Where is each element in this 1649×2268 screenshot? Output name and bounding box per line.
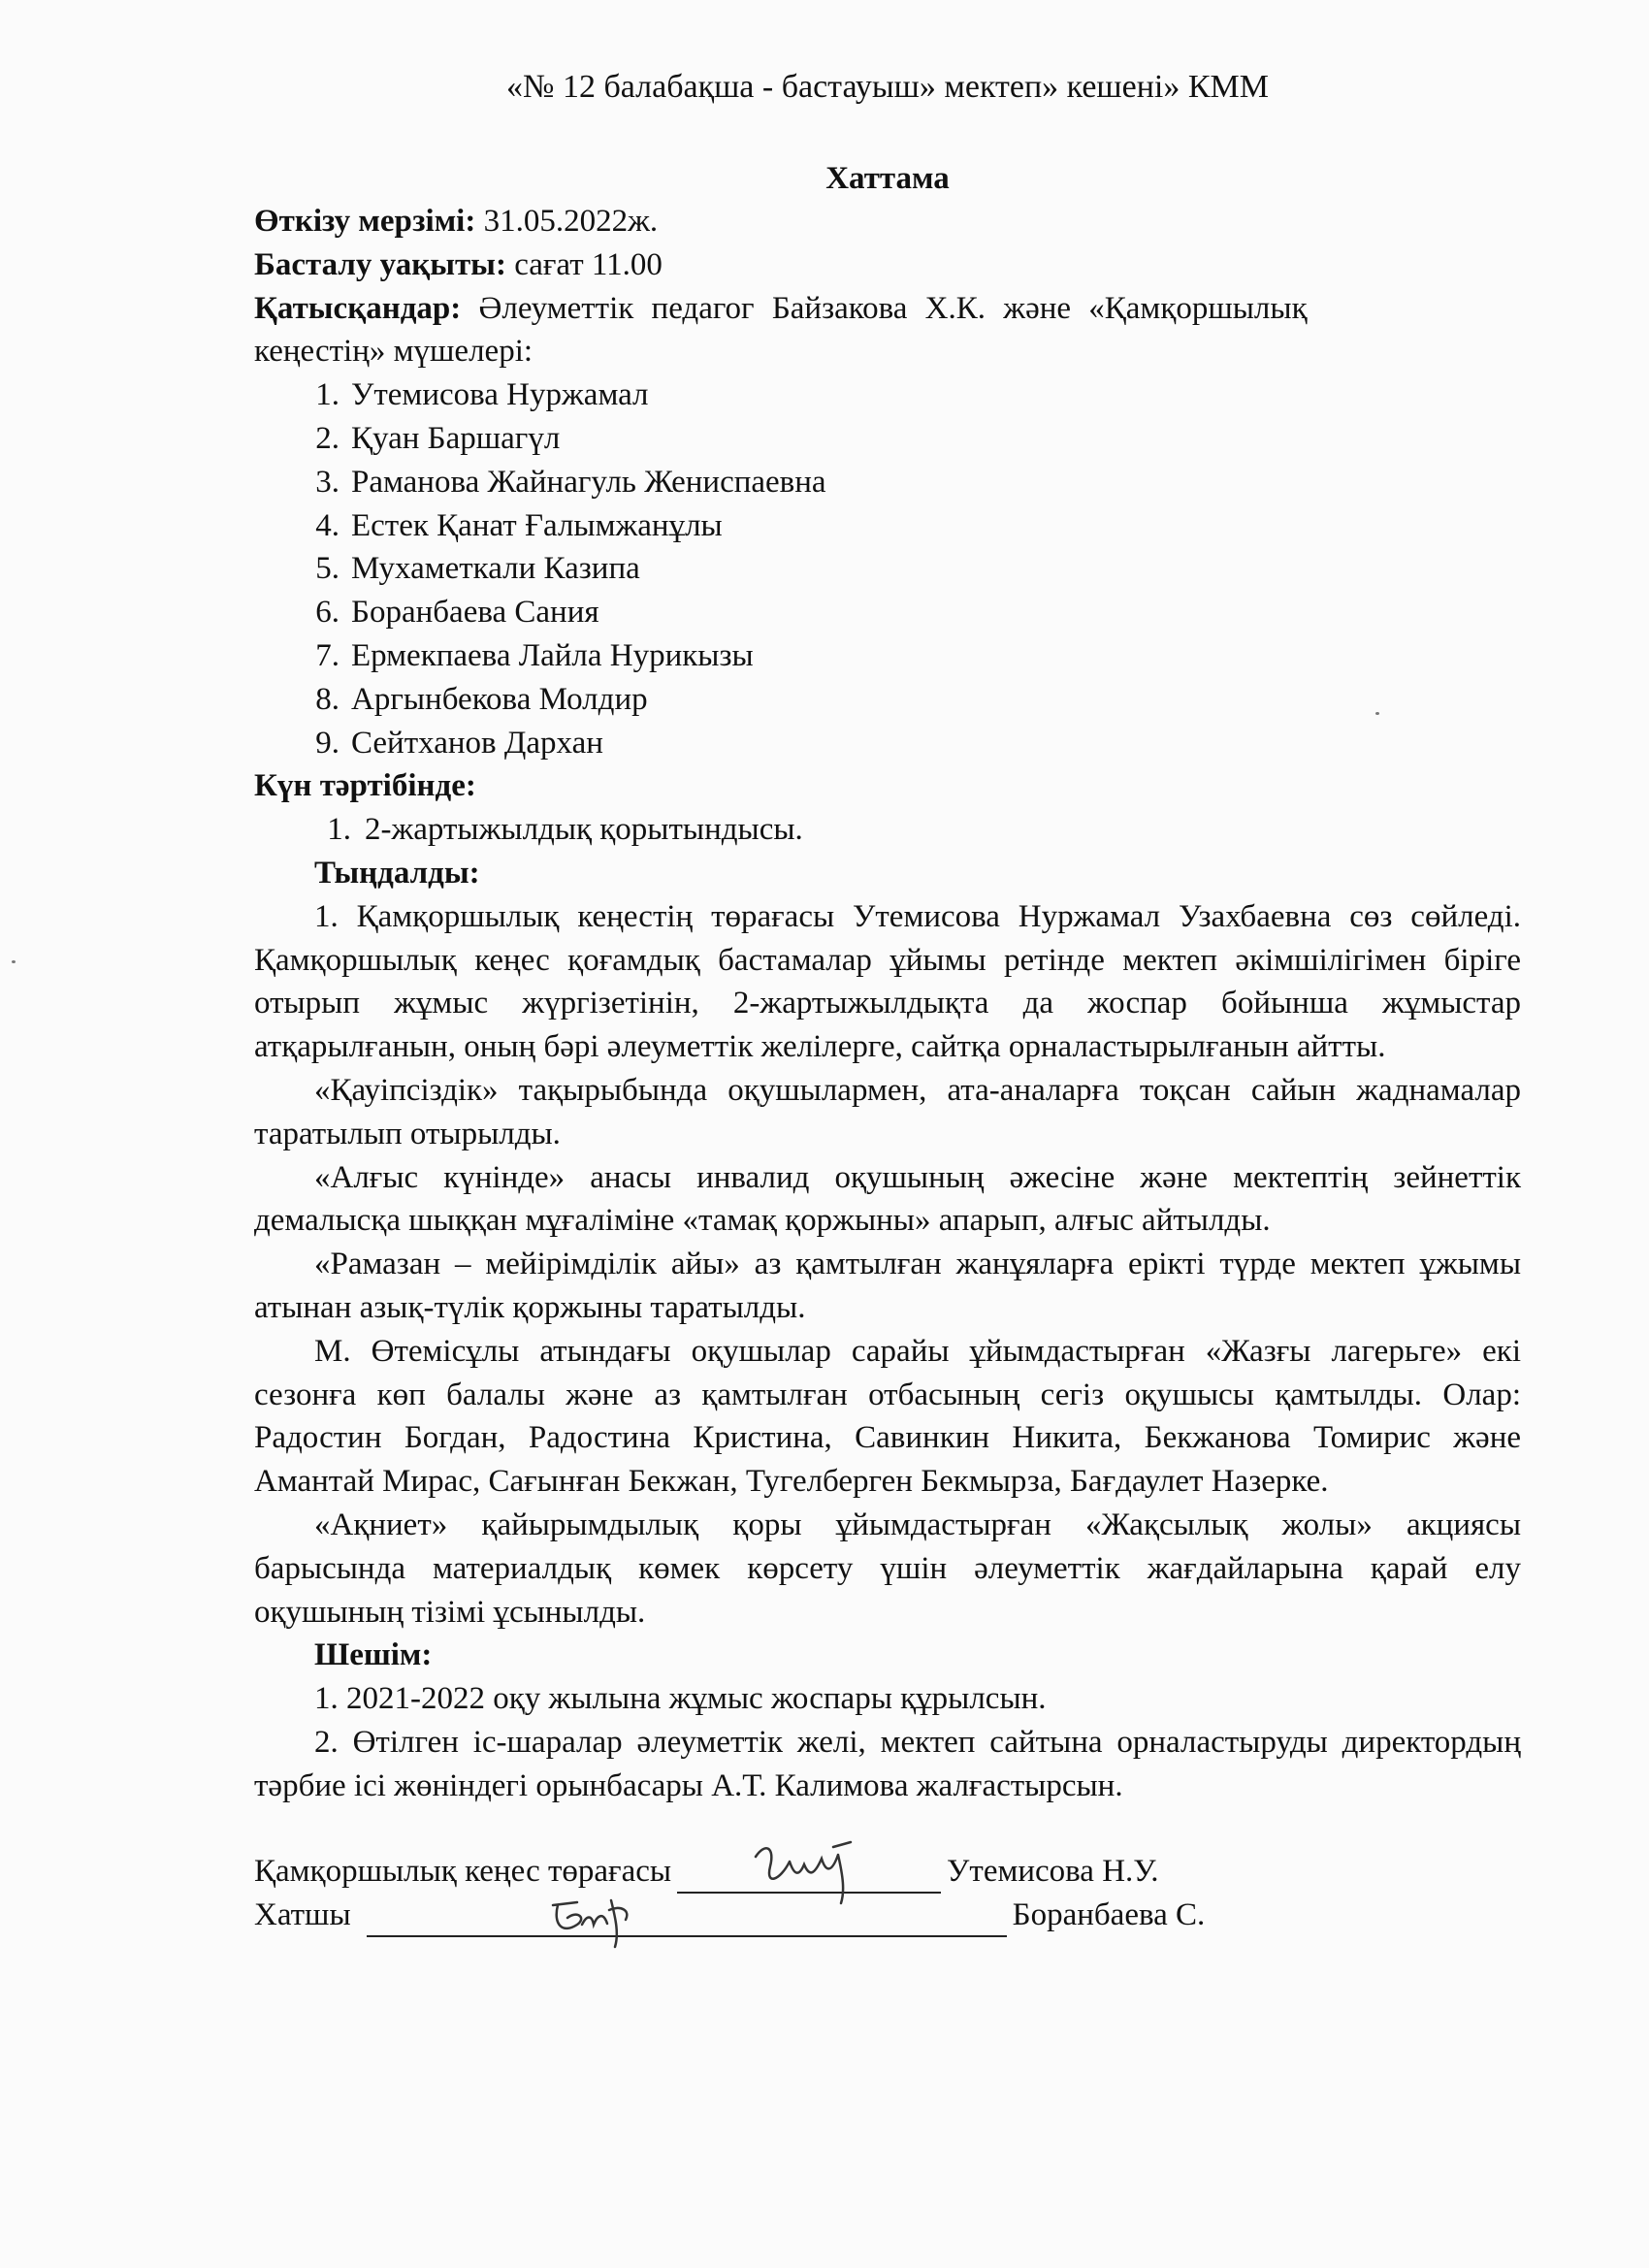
participants-text: Әлеуметтік педагог Байзакова Х.К. және «Қамқоршылық <box>461 290 1308 326</box>
member-item <box>254 417 1521 461</box>
agenda-label: Күн тәртібінде: <box>254 768 476 804</box>
signature-row-secretary <box>254 1894 1521 1937</box>
signature-role: Хатшы <box>254 1897 351 1933</box>
member-item <box>254 678 1521 722</box>
agenda-item-number: 1. <box>327 812 351 848</box>
member-name: Утемисова Нуржамал <box>351 377 649 413</box>
meeting-date-value: 31.05.2022ж. <box>475 204 659 239</box>
decision-item: 1. 2021-2022 оқу жылына жұмыс жоспары құрылсын. <box>314 1681 1047 1717</box>
member-item <box>254 591 1521 634</box>
member-number: 7. <box>315 637 340 673</box>
member-number: 5. <box>315 551 340 587</box>
heard-paragraph: «Ақниет» қайырымдылық қоры ұйымдастырған «Жақсылық жолы» акциясы барысында материалдық көмек көрсету үшін әлеуметтік жағдайларына қарай елу оқушының тізімі ұсынылды. <box>254 1507 1521 1630</box>
meeting-time-label: Басталу уақыты: <box>254 246 506 282</box>
heard-paragraph: 1. Қамқоршылық кеңестің төрағасы Утемисова Нуржамал Узахбаевна сөз сөйледі. Қамқоршылық кеңес қоғамдық бастамалар ұйымы ретінде мектеп әкімшілігімен біріге отырып жұмыс жүргізетінін, 2-жартыжылдықта да жоспар бойынша жұмыстар атқарылғанын, оның бәрі әлеуметтік желілерге, сайтқа орналастырылғанын айтты. <box>254 898 1521 1065</box>
heard-paragraph: «Алғыс күнінде» анасы инвалид оқушының әжесіне және мектептің зейнеттік демалысқа шыққан мұғаліміне «тамақ қоржыны» апарып, алғыс айтылды. <box>254 1159 1521 1239</box>
member-name: Боранбаева Сания <box>351 595 599 631</box>
scan-speck <box>1375 712 1379 715</box>
heard-paragraph: «Рамазан – мейірімділік айы» аз қамтылған жанұяларға ерікті түрде мектеп ұжымы атынан азық-түлік қоржыны таратылды. <box>254 1247 1521 1325</box>
signature-row-chair <box>254 1850 1521 1894</box>
agenda-item <box>254 808 1521 852</box>
meeting-date <box>254 200 1521 243</box>
members-list <box>254 373 1521 764</box>
member-item <box>254 504 1521 548</box>
document-title: Хаттама <box>825 161 950 196</box>
member-number: 2. <box>315 420 340 456</box>
heard-paragraph: М. Өтемісұлы атындағы оқушылар сарайы ұйымдастырған «Жазғы лагерьге» екі сезонға көп балалы және аз қамтылған отбасының сегіз оқушысы қамтылды. Олар: Радостин Богдан, Радостина Кристина, Савинкин Никита, Бекжанова Томирис және Амантай Мирас, Сағынған Бекжан, Тугелберген Бекмырза, Бағдаулет Назерке. <box>254 1333 1521 1500</box>
signature-line <box>367 1906 1007 1937</box>
document-body <box>254 200 1521 1937</box>
member-item <box>254 461 1521 504</box>
signature-line <box>677 1863 941 1894</box>
member-number: 1. <box>315 377 340 413</box>
member-name: Раманова Жайнагуль Жениспаевна <box>351 464 826 500</box>
decision-label: Шешім: <box>314 1637 433 1673</box>
signature-name: Боранбаева С. <box>1012 1897 1206 1933</box>
member-name: Сейтханов Дархан <box>351 725 603 761</box>
meeting-time-value: сағат 11.00 <box>505 246 663 282</box>
signature-name: Утемисова Н.У. <box>947 1854 1159 1890</box>
meeting-date-label: Өткізу мерзімі: <box>254 204 476 239</box>
member-name: Аргынбекова Молдир <box>351 681 648 717</box>
signature-scribble-icon <box>534 1891 660 1949</box>
member-item <box>254 373 1521 417</box>
participants-label: Қатысқандар: <box>254 290 462 326</box>
member-number: 4. <box>315 507 340 543</box>
member-name: Ермекпаева Лайла Нурикызы <box>351 637 754 673</box>
member-item <box>254 634 1521 678</box>
member-number: 8. <box>315 681 340 717</box>
scan-speck <box>12 960 16 963</box>
meeting-time <box>254 243 1521 287</box>
member-name: Қуан Баршагүл <box>351 420 561 456</box>
heard-paragraph: «Қауіпсіздік» тақырыбында оқушылармен, ата-аналарға тоқсан сайын жаднамалар таратылып отырылды. <box>254 1072 1521 1151</box>
member-number: 9. <box>315 725 340 761</box>
member-item <box>254 722 1521 765</box>
decision-item: 2. Өтілген іс-шаралар әлеуметтік желі, мектеп сайтына орналастыруды директордың тәрбие ісі жөніндегі орынбасары А.Т. Калимова жалғастырсын. <box>254 1724 1521 1803</box>
agenda-item-text: 2-жартыжылдық қорытындысы. <box>365 812 803 848</box>
participants-continuation: кеңестің» мүшелері: <box>254 334 534 370</box>
member-number: 6. <box>315 595 340 631</box>
heard-label: Тыңдалды: <box>314 855 480 891</box>
member-name: Мухаметкали Казипа <box>351 551 640 587</box>
organization-header: «№ 12 балабақша - бастауыш» мектеп» кешені» КММ <box>506 69 1269 105</box>
member-number: 3. <box>315 464 340 500</box>
signature-role: Қамқоршылық кеңес төрағасы <box>254 1854 672 1890</box>
member-name: Естек Қанат Ғалымжанұлы <box>351 507 723 543</box>
participants-line <box>254 287 1521 331</box>
member-item <box>254 547 1521 591</box>
